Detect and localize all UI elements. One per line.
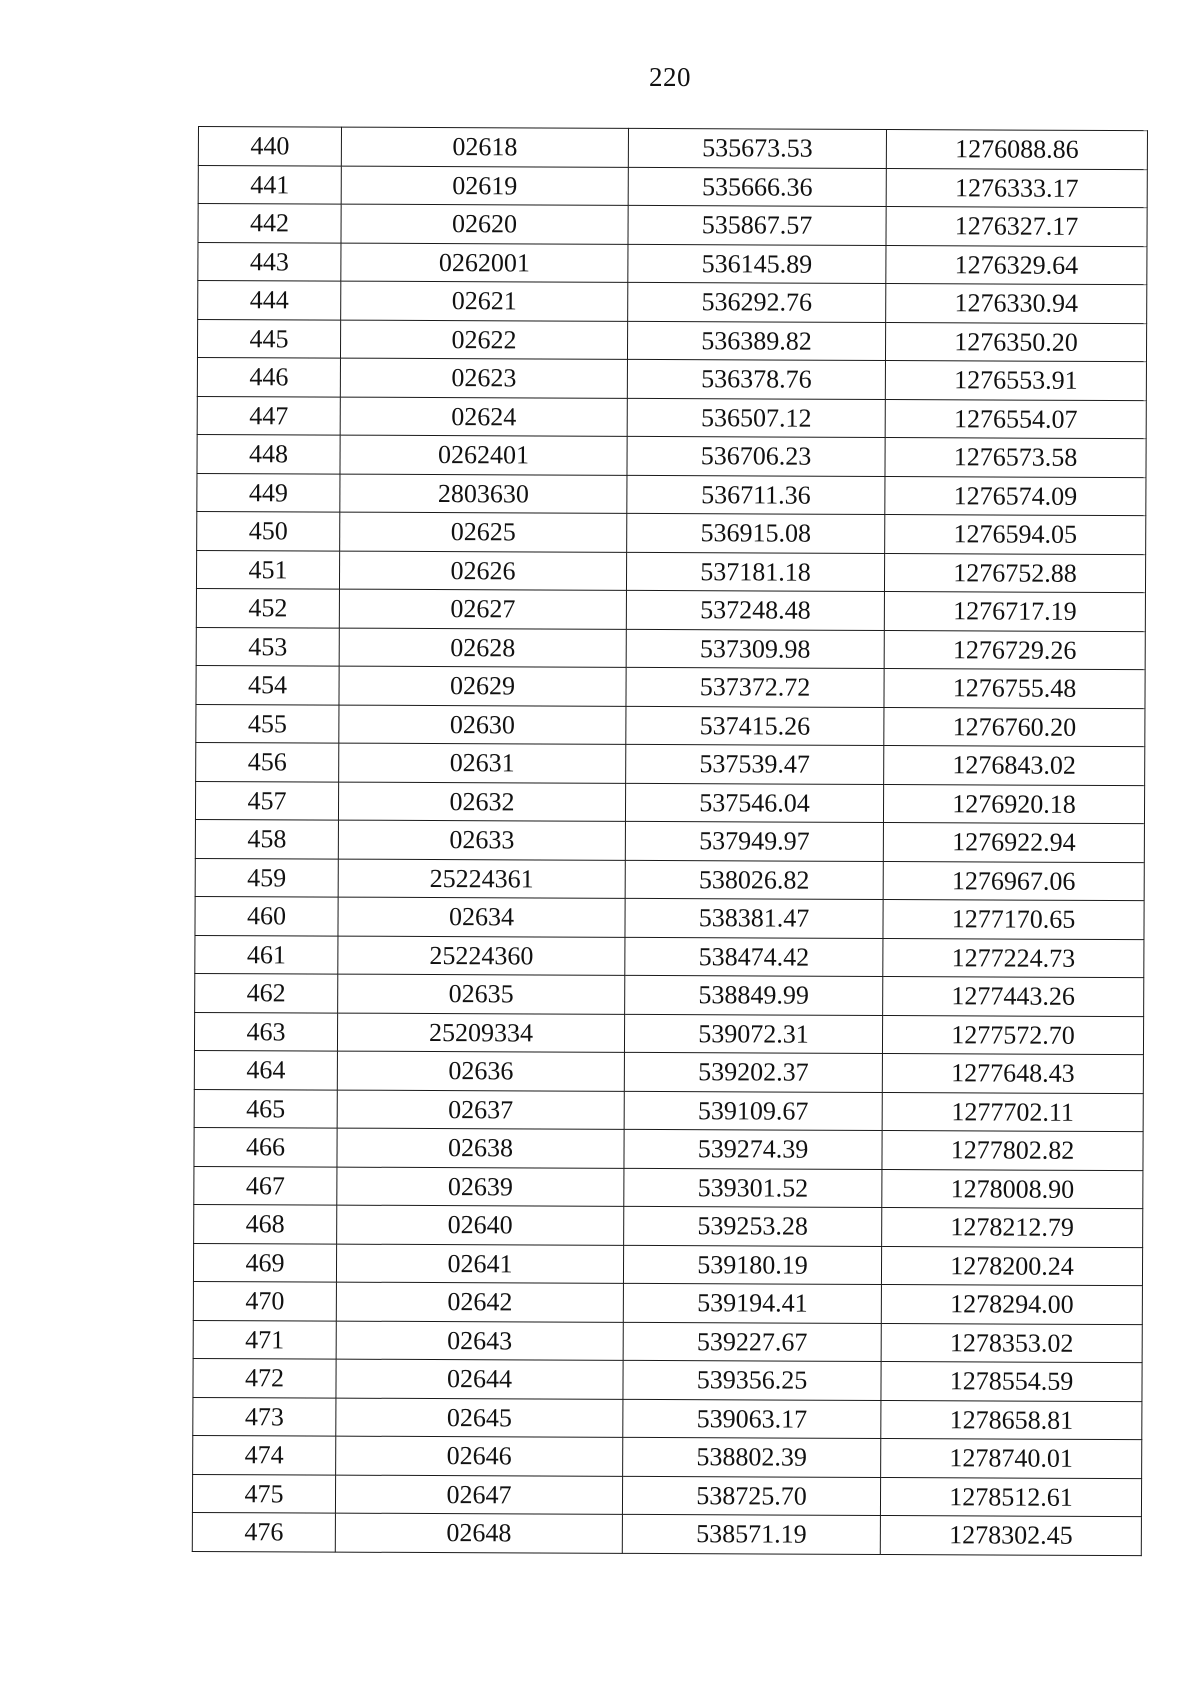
page-number: 220 (649, 62, 691, 92)
point-id-cell: 02635 (338, 974, 625, 1014)
x-coordinate-cell: 539301.52 (624, 1168, 882, 1208)
x-coordinate-cell: 536706.23 (627, 436, 885, 476)
point-number-cell: 447 (197, 396, 340, 435)
table-row (198, 281, 1147, 324)
point-id-cell: 02619 (341, 166, 628, 206)
point-number-cell: 475 (192, 1474, 335, 1513)
point-number-cell: 472 (193, 1358, 336, 1397)
y-coordinate-cell: 1276760.20 (884, 707, 1145, 747)
point-id-cell: 02620 (341, 204, 628, 244)
point-number-cell: 449 (197, 473, 340, 512)
table-row (193, 1435, 1142, 1478)
point-number-cell: 463 (194, 1012, 337, 1051)
y-coordinate-cell: 1276922.94 (883, 822, 1144, 862)
x-coordinate-cell: 536378.76 (627, 359, 885, 399)
point-id-cell: 02643 (336, 1321, 623, 1361)
x-coordinate-cell: 537248.48 (626, 590, 884, 630)
point-id-cell: 0262001 (341, 243, 628, 283)
y-coordinate-cell: 1277443.26 (883, 976, 1144, 1016)
point-id-cell: 02632 (338, 782, 625, 822)
y-coordinate-cell: 1276717.19 (884, 591, 1145, 631)
table-row (196, 704, 1145, 747)
point-number-cell: 476 (192, 1512, 335, 1551)
point-number-cell: 462 (195, 973, 338, 1012)
point-id-cell: 02637 (337, 1090, 624, 1130)
table-row (197, 396, 1146, 439)
point-number-cell: 446 (197, 357, 340, 396)
point-id-cell: 02636 (337, 1051, 624, 1091)
y-coordinate-cell: 1278302.45 (880, 1515, 1141, 1555)
point-id-cell: 02646 (336, 1436, 623, 1476)
table-row (193, 1397, 1142, 1440)
y-coordinate-cell: 1276843.02 (884, 745, 1145, 785)
y-coordinate-cell: 1277702.11 (882, 1092, 1143, 1132)
point-id-cell: 02634 (338, 897, 625, 937)
table-row (197, 357, 1146, 400)
y-coordinate-cell: 1276553.91 (885, 361, 1146, 401)
point-id-cell: 02633 (338, 820, 625, 860)
table-row (193, 1320, 1142, 1363)
point-id-cell: 02642 (336, 1282, 623, 1322)
point-number-cell: 459 (195, 858, 338, 897)
x-coordinate-cell: 538026.82 (625, 860, 883, 900)
point-id-cell: 0262401 (340, 435, 627, 475)
table-row (194, 1089, 1143, 1132)
table-row (198, 127, 1147, 170)
y-coordinate-cell: 1276752.88 (884, 553, 1145, 593)
table-row (192, 1474, 1141, 1517)
x-coordinate-cell: 537309.98 (626, 629, 884, 669)
point-id-cell: 02648 (335, 1513, 622, 1553)
table-row (195, 935, 1144, 978)
point-id-cell: 02630 (339, 705, 626, 745)
point-id-cell: 02644 (336, 1359, 623, 1399)
point-number-cell: 442 (198, 204, 341, 243)
point-number-cell: 444 (198, 281, 341, 320)
y-coordinate-cell: 1276755.48 (884, 668, 1145, 708)
point-number-cell: 458 (195, 819, 338, 858)
point-number-cell: 441 (198, 165, 341, 204)
y-coordinate-cell: 1278554.59 (881, 1361, 1142, 1401)
point-number-cell: 455 (196, 704, 339, 743)
y-coordinate-cell: 1277224.73 (883, 938, 1144, 978)
x-coordinate-cell: 539180.19 (623, 1245, 881, 1285)
point-id-cell: 02641 (336, 1244, 623, 1284)
x-coordinate-cell: 539356.25 (623, 1360, 881, 1400)
point-number-cell: 448 (197, 434, 340, 473)
point-number-cell: 440 (198, 127, 341, 166)
point-id-cell: 25224361 (338, 859, 625, 899)
x-coordinate-cell: 535666.36 (628, 167, 886, 207)
point-number-cell: 466 (194, 1127, 337, 1166)
table-row (196, 550, 1145, 593)
point-id-cell: 02621 (341, 281, 628, 321)
table-row (194, 1166, 1143, 1209)
x-coordinate-cell: 536915.08 (627, 513, 885, 553)
point-number-cell: 452 (196, 588, 339, 627)
point-id-cell: 02625 (340, 512, 627, 552)
point-id-cell: 25209334 (337, 1013, 624, 1053)
point-id-cell: 2803630 (340, 474, 627, 514)
table-row (197, 434, 1146, 477)
table-row (198, 242, 1147, 285)
y-coordinate-cell: 1278740.01 (881, 1438, 1142, 1478)
table-row (196, 742, 1145, 785)
point-id-cell: 02639 (337, 1167, 624, 1207)
coordinates-table-body (192, 127, 1147, 1556)
point-id-cell: 02638 (337, 1128, 624, 1168)
y-coordinate-cell: 1277572.70 (882, 1015, 1143, 1055)
point-id-cell: 02640 (337, 1205, 624, 1245)
point-id-cell: 02629 (339, 666, 626, 706)
x-coordinate-cell: 539072.31 (624, 1014, 882, 1054)
point-id-cell: 02623 (340, 358, 627, 398)
point-number-cell: 464 (194, 1050, 337, 1089)
y-coordinate-cell: 1276333.17 (886, 168, 1147, 208)
x-coordinate-cell: 536145.89 (628, 244, 886, 284)
point-number-cell: 461 (195, 935, 338, 974)
point-number-cell: 465 (194, 1089, 337, 1128)
table-row (195, 858, 1144, 901)
table-row (195, 781, 1144, 824)
table-row (196, 627, 1145, 670)
y-coordinate-cell: 1276329.64 (886, 245, 1147, 285)
table-row (194, 1127, 1143, 1170)
table-row (195, 819, 1144, 862)
point-number-cell: 474 (193, 1435, 336, 1474)
x-coordinate-cell: 536711.36 (627, 475, 885, 515)
point-number-cell: 451 (196, 550, 339, 589)
y-coordinate-cell: 1276088.86 (886, 130, 1147, 170)
y-coordinate-cell: 1278512.61 (880, 1477, 1141, 1517)
y-coordinate-cell: 1277648.43 (882, 1053, 1143, 1093)
y-coordinate-cell: 1276573.58 (885, 438, 1146, 478)
table-row (194, 1012, 1143, 1055)
point-number-cell: 453 (196, 627, 339, 666)
point-id-cell: 02631 (339, 743, 626, 783)
x-coordinate-cell: 535673.53 (628, 128, 886, 168)
x-coordinate-cell: 537415.26 (626, 706, 884, 746)
point-id-cell: 02618 (341, 127, 628, 167)
x-coordinate-cell: 539274.39 (624, 1129, 882, 1169)
table-row (197, 511, 1146, 554)
y-coordinate-cell: 1276327.17 (886, 207, 1147, 247)
y-coordinate-cell: 1278658.81 (881, 1400, 1142, 1440)
table-row (194, 1204, 1143, 1247)
y-coordinate-cell: 1278212.79 (882, 1207, 1143, 1247)
y-coordinate-cell: 1276967.06 (883, 861, 1144, 901)
point-number-cell: 471 (193, 1320, 336, 1359)
point-id-cell: 02627 (339, 589, 626, 629)
x-coordinate-cell: 538725.70 (622, 1476, 880, 1516)
x-coordinate-cell: 537181.18 (626, 552, 884, 592)
point-number-cell: 467 (194, 1166, 337, 1205)
x-coordinate-cell: 537539.47 (626, 744, 884, 784)
x-coordinate-cell: 539109.67 (624, 1091, 882, 1131)
x-coordinate-cell: 535867.57 (628, 205, 886, 245)
point-number-cell: 460 (195, 896, 338, 935)
x-coordinate-cell: 537372.72 (626, 667, 884, 707)
x-coordinate-cell: 536389.82 (627, 321, 885, 361)
table-row (196, 588, 1145, 631)
y-coordinate-cell: 1277802.82 (882, 1130, 1143, 1170)
x-coordinate-cell: 537546.04 (625, 783, 883, 823)
table-row (197, 319, 1146, 362)
y-coordinate-cell: 1276330.94 (886, 284, 1147, 324)
table-row (197, 473, 1146, 516)
x-coordinate-cell: 538849.99 (625, 975, 883, 1015)
point-number-cell: 450 (197, 511, 340, 550)
table-row (198, 165, 1147, 208)
x-coordinate-cell: 536292.76 (628, 282, 886, 322)
point-number-cell: 445 (197, 319, 340, 358)
table-row (192, 1512, 1141, 1555)
x-coordinate-cell: 539063.17 (623, 1399, 881, 1439)
y-coordinate-cell: 1278008.90 (882, 1169, 1143, 1209)
y-coordinate-cell: 1276574.09 (885, 476, 1146, 516)
point-number-cell: 468 (194, 1204, 337, 1243)
table-row (195, 973, 1144, 1016)
table-row (193, 1243, 1142, 1286)
point-number-cell: 469 (193, 1243, 336, 1282)
x-coordinate-cell: 539194.41 (623, 1283, 881, 1323)
y-coordinate-cell: 1278200.24 (881, 1246, 1142, 1286)
table-row (196, 665, 1145, 708)
point-number-cell: 473 (193, 1397, 336, 1436)
y-coordinate-cell: 1277170.65 (883, 899, 1144, 939)
table-row (193, 1281, 1142, 1324)
point-number-cell: 457 (195, 781, 338, 820)
point-number-cell: 456 (196, 742, 339, 781)
x-coordinate-cell: 537949.97 (625, 821, 883, 861)
x-coordinate-cell: 538571.19 (622, 1514, 880, 1554)
coordinates-table (192, 126, 1148, 1556)
point-id-cell: 02628 (339, 628, 626, 668)
point-id-cell: 02624 (340, 397, 627, 437)
point-id-cell: 02622 (340, 320, 627, 360)
x-coordinate-cell: 539253.28 (624, 1206, 882, 1246)
point-id-cell: 02645 (336, 1398, 623, 1438)
table-row (193, 1358, 1142, 1401)
y-coordinate-cell: 1276554.07 (885, 399, 1146, 439)
y-coordinate-cell: 1276594.05 (885, 515, 1146, 555)
point-id-cell: 25224360 (338, 936, 625, 976)
x-coordinate-cell: 538802.39 (623, 1437, 881, 1477)
table-row (194, 1050, 1143, 1093)
x-coordinate-cell: 538474.42 (625, 937, 883, 977)
x-coordinate-cell: 539227.67 (623, 1322, 881, 1362)
point-number-cell: 454 (196, 665, 339, 704)
point-number-cell: 443 (198, 242, 341, 281)
x-coordinate-cell: 536507.12 (627, 398, 885, 438)
y-coordinate-cell: 1276350.20 (885, 322, 1146, 362)
y-coordinate-cell: 1276920.18 (883, 784, 1144, 824)
table-row (198, 204, 1147, 247)
y-coordinate-cell: 1278353.02 (881, 1323, 1142, 1363)
x-coordinate-cell: 538381.47 (625, 898, 883, 938)
table-row (195, 896, 1144, 939)
y-coordinate-cell: 1278294.00 (881, 1284, 1142, 1324)
point-id-cell: 02626 (339, 551, 626, 591)
x-coordinate-cell: 539202.37 (624, 1052, 882, 1092)
point-number-cell: 470 (193, 1281, 336, 1320)
point-id-cell: 02647 (335, 1475, 622, 1515)
y-coordinate-cell: 1276729.26 (884, 630, 1145, 670)
